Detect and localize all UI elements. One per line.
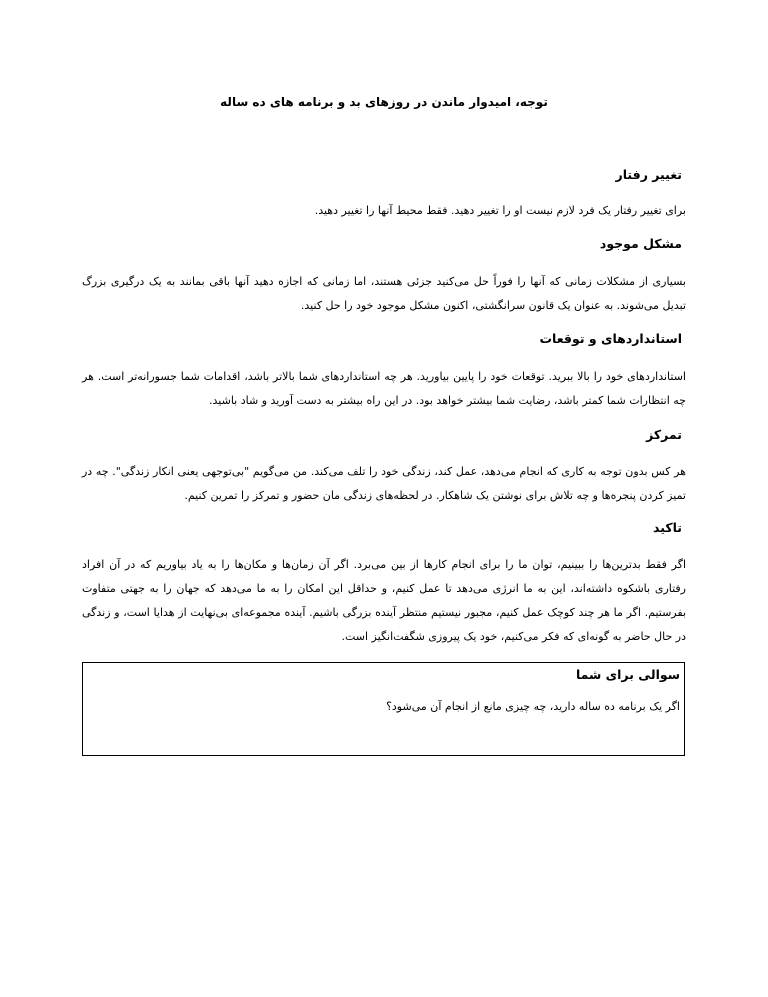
section-text-behavior-change: برای تغییر رفتار یک فرد لازم نیست او را تغییر دهید. فقط محیط آنها را تغییر دهید. <box>314 204 686 217</box>
question-box-heading: سوالی برای شما <box>575 667 680 682</box>
section-text-current-problem: بسیاری از مشکلات زمانی که آنها را فوراً حل می‌کنید جزئی هستند، اما زمانی که اجازه دهید آنها باقی بمانند به یک درگیری بزرگ تبدیل می‌شوند. به عنوان یک قانون سرانگشتی، اکنون مشکل موجود خود را حل کنید. <box>82 275 686 312</box>
document-title: توجه، امیدوار ماندن در روزهای بد و برنامه های ده ساله <box>220 95 548 109</box>
section-text-standards: استانداردهای خود را بالا ببرید. توقعات خود را پایین بیاورید. هر چه استانداردهای شما بالاتر باشد، اقدامات شما جسورانه‌تر است. هر چه انتظارات شما کمتر باشد، رضایت شما بیشتر خواهد بود. در این راه بیشتر به دست آورید و شاد باشید. <box>82 370 686 407</box>
section-heading-focus: تمرکز <box>646 427 682 442</box>
section-text-focus: هر کس بدون توجه به کاری که انجام می‌دهد، عمل کند، زندگی خود را تلف می‌کند. من می‌گویم "بی‌توجهی یعنی انکار زندگی". چه در تمیز کردن پنجره‌ها و چه تلاش برای نوشتن یک شاهکار. در لحظه‌های زندگی مان حضور و تمرکز را تمرین کنیم. <box>82 465 686 502</box>
section-text-emphasis: اگر فقط بدترین‌ها را ببینیم، توان ما را برای انجام کارها از بین می‌برد. اگر آن زمان‌ها و مکان‌ها را به یاد بیاوریم که در آن افراد رفتاری باشکوه داشته‌اند، این به ما انرژی می‌دهد تا عمل کنیم، و حداقل این امکان را به ما می‌دهد که جهان را به جهتی متفاوت بفرستیم. اگر ما هر چند کوچک عمل کنیم، مجبور نیستیم منتظر آینده بزرگی باشیم. آینده مجموعه‌ای بی‌نهایت از هدایا است، و زندگی در حال حاضر به گونه‌ای که فکر می‌کنیم، خود یک پیروزی شگفت‌انگیز است. <box>82 558 686 643</box>
question-box <box>82 662 685 756</box>
question-box-text: اگر یک برنامه ده ساله دارید، چه چیزی مانع از انجام آن می‌شود؟ <box>386 700 680 713</box>
section-heading-current-problem: مشکل موجود <box>599 236 682 251</box>
section-heading-emphasis: تاکید <box>653 520 682 535</box>
section-heading-behavior-change: تغییر رفتار <box>615 167 682 182</box>
section-heading-standards: استانداردهای و توقعات <box>539 331 682 346</box>
